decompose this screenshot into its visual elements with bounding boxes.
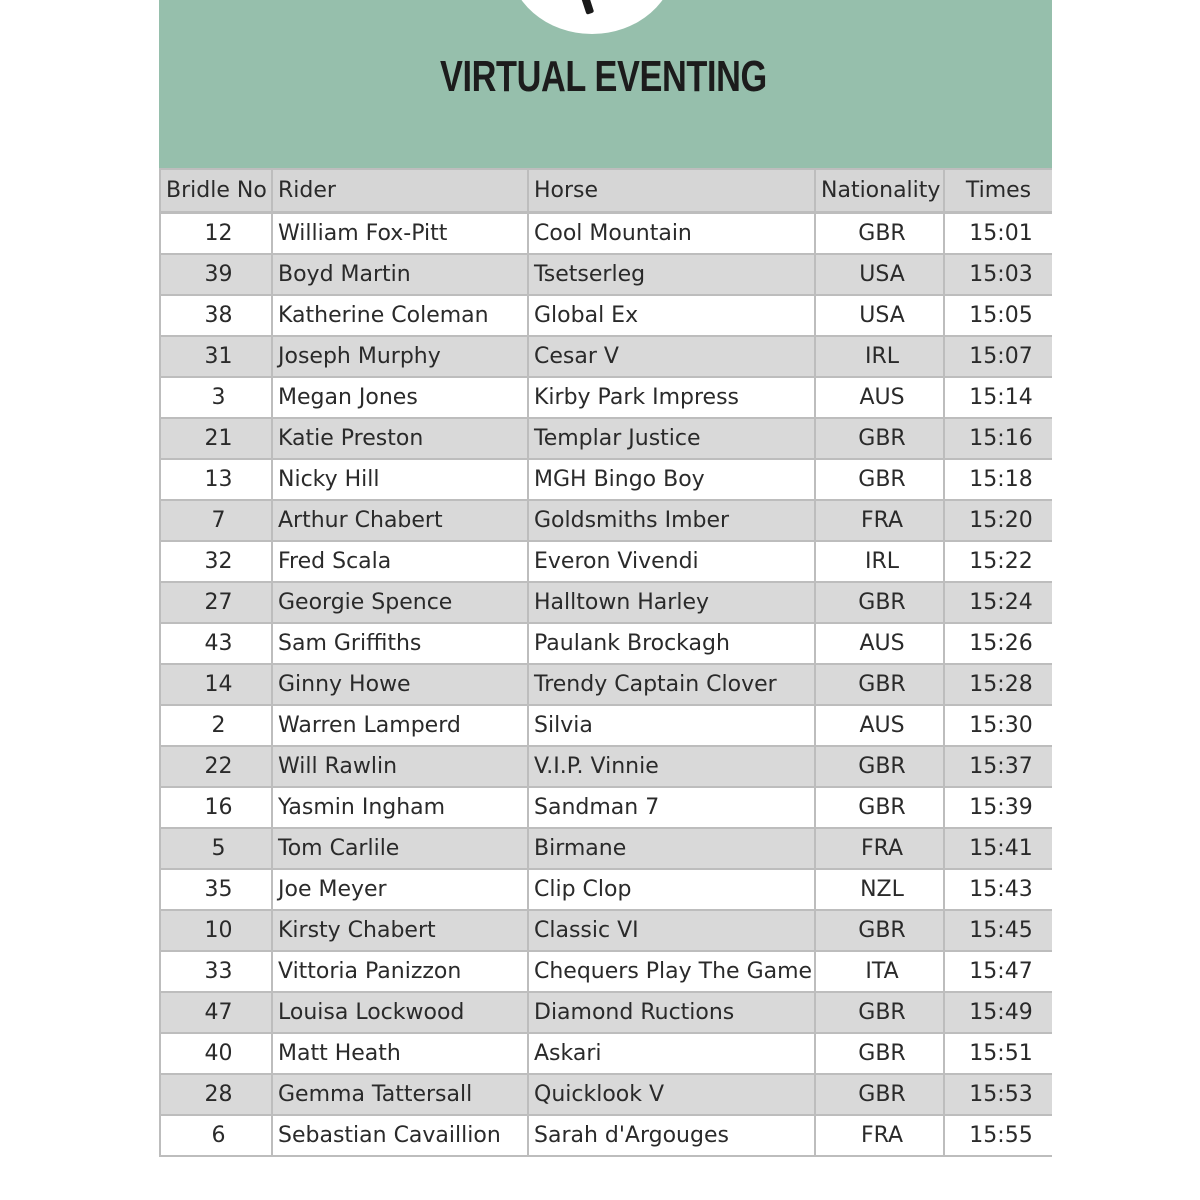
cell-horse: Paulank Brockagh (528, 623, 815, 664)
cell-nationality: GBR (815, 418, 944, 459)
cell-bridle-no: 38 (160, 295, 272, 336)
cell-rider: Matt Heath (272, 1033, 528, 1074)
table-row (160, 500, 1052, 541)
cell-bridle-no: 40 (160, 1033, 272, 1074)
cell-nationality: GBR (815, 992, 944, 1033)
cell-nationality: FRA (815, 1115, 944, 1156)
cell-bridle-no: 21 (160, 418, 272, 459)
cell-time: 15:37 (944, 746, 1052, 787)
table-row (160, 336, 1052, 377)
cell-time: 15:07 (944, 336, 1052, 377)
cell-nationality: GBR (815, 1074, 944, 1115)
table-row (160, 582, 1052, 623)
cell-time: 15:45 (944, 910, 1052, 951)
cell-horse: Classic VI (528, 910, 815, 951)
cell-time: 15:26 (944, 623, 1052, 664)
cell-bridle-no: 16 (160, 787, 272, 828)
cell-horse: Halltown Harley (528, 582, 815, 623)
table-row (160, 1074, 1052, 1115)
cell-bridle-no: 33 (160, 951, 272, 992)
table-row (160, 295, 1052, 336)
cell-nationality: USA (815, 295, 944, 336)
cell-horse: Silvia (528, 705, 815, 746)
cell-rider: Katherine Coleman (272, 295, 528, 336)
cell-bridle-no: 2 (160, 705, 272, 746)
cell-time: 15:18 (944, 459, 1052, 500)
cell-rider: Sebastian Cavaillion (272, 1115, 528, 1156)
cell-bridle-no: 22 (160, 746, 272, 787)
cell-rider: Katie Preston (272, 418, 528, 459)
table-row (160, 459, 1052, 500)
cell-bridle-no: 10 (160, 910, 272, 951)
cell-horse: Tsetserleg (528, 254, 815, 295)
cell-rider: Vittoria Panizzon (272, 951, 528, 992)
cell-time: 15:20 (944, 500, 1052, 541)
cell-horse: Everon Vivendi (528, 541, 815, 582)
cell-bridle-no: 27 (160, 582, 272, 623)
cell-horse: Global Ex (528, 295, 815, 336)
cell-time: 15:30 (944, 705, 1052, 746)
cell-time: 15:47 (944, 951, 1052, 992)
cell-nationality: AUS (815, 705, 944, 746)
cell-nationality: NZL (815, 869, 944, 910)
cell-time: 15:51 (944, 1033, 1052, 1074)
table-row (160, 541, 1052, 582)
table-row (160, 254, 1052, 295)
cell-horse: Goldsmiths Imber (528, 500, 815, 541)
cell-nationality: GBR (815, 746, 944, 787)
cell-horse: Cesar V (528, 336, 815, 377)
cell-nationality: FRA (815, 500, 944, 541)
cell-bridle-no: 3 (160, 377, 272, 418)
cell-bridle-no: 43 (160, 623, 272, 664)
table-row (160, 910, 1052, 951)
cell-rider: Georgie Spence (272, 582, 528, 623)
cell-horse: Sarah d'Argouges (528, 1115, 815, 1156)
cell-rider: Yasmin Ingham (272, 787, 528, 828)
cell-rider: Megan Jones (272, 377, 528, 418)
cell-bridle-no: 12 (160, 213, 272, 255)
cell-horse: Trendy Captain Clover (528, 664, 815, 705)
start-list-sheet (159, 0, 1052, 1200)
cell-horse: Diamond Ructions (528, 992, 815, 1033)
cell-horse: Kirby Park Impress (528, 377, 815, 418)
table-row (160, 828, 1052, 869)
cell-nationality: GBR (815, 1033, 944, 1074)
table-row (160, 787, 1052, 828)
table-row (160, 623, 1052, 664)
cell-bridle-no: 31 (160, 336, 272, 377)
cell-time: 15:05 (944, 295, 1052, 336)
cell-time: 15:22 (944, 541, 1052, 582)
cell-nationality: GBR (815, 910, 944, 951)
cell-horse: Quicklook V (528, 1074, 815, 1115)
cell-bridle-no: 6 (160, 1115, 272, 1156)
table-row (160, 213, 1052, 255)
cell-horse: Birmane (528, 828, 815, 869)
cell-bridle-no: 5 (160, 828, 272, 869)
cell-nationality: USA (815, 254, 944, 295)
header-bridle-no: Bridle No (160, 169, 272, 213)
cell-horse: Chequers Play The Game (528, 951, 815, 992)
cell-time: 15:24 (944, 582, 1052, 623)
cell-rider: Boyd Martin (272, 254, 528, 295)
cell-bridle-no: 39 (160, 254, 272, 295)
cell-rider: Joseph Murphy (272, 336, 528, 377)
cell-rider: Fred Scala (272, 541, 528, 582)
cell-nationality: IRL (815, 541, 944, 582)
table-row (160, 746, 1052, 787)
cell-rider: Gemma Tattersall (272, 1074, 528, 1115)
cell-rider: Sam Griffiths (272, 623, 528, 664)
table-row (160, 951, 1052, 992)
cell-time: 15:53 (944, 1074, 1052, 1115)
cell-time: 15:41 (944, 828, 1052, 869)
table-row (160, 1115, 1052, 1156)
table-row (160, 377, 1052, 418)
cell-nationality: GBR (815, 582, 944, 623)
cell-rider: Tom Carlile (272, 828, 528, 869)
page-title: VIRTUAL EVENTING (439, 52, 767, 101)
table-row (160, 664, 1052, 705)
cell-time: 15:28 (944, 664, 1052, 705)
cell-nationality: AUS (815, 377, 944, 418)
cell-time: 15:39 (944, 787, 1052, 828)
cell-nationality: AUS (815, 623, 944, 664)
cell-nationality: GBR (815, 213, 944, 255)
header-banner (159, 0, 1052, 168)
table-header-row (160, 169, 1052, 213)
cell-time: 15:01 (944, 213, 1052, 255)
header-rider: Rider (272, 169, 528, 213)
cell-rider: Arthur Chabert (272, 500, 528, 541)
cell-horse: MGH Bingo Boy (528, 459, 815, 500)
cell-horse: V.I.P. Vinnie (528, 746, 815, 787)
cell-rider: Joe Meyer (272, 869, 528, 910)
cell-nationality: FRA (815, 828, 944, 869)
cell-bridle-no: 7 (160, 500, 272, 541)
cell-horse: Askari (528, 1033, 815, 1074)
cell-time: 15:43 (944, 869, 1052, 910)
table-row (160, 992, 1052, 1033)
cell-nationality: GBR (815, 664, 944, 705)
cell-bridle-no: 47 (160, 992, 272, 1033)
table-row (160, 869, 1052, 910)
cell-bridle-no: 14 (160, 664, 272, 705)
cell-rider: Nicky Hill (272, 459, 528, 500)
cell-horse: Clip Clop (528, 869, 815, 910)
cell-horse: Sandman 7 (528, 787, 815, 828)
cell-rider: Will Rawlin (272, 746, 528, 787)
table-row (160, 705, 1052, 746)
cell-nationality: IRL (815, 336, 944, 377)
header-times: Times (944, 169, 1052, 213)
cell-horse: Templar Justice (528, 418, 815, 459)
cell-bridle-no: 13 (160, 459, 272, 500)
header-nationality: Nationality (815, 169, 944, 213)
table-row (160, 418, 1052, 459)
cell-bridle-no: 35 (160, 869, 272, 910)
cell-time: 15:49 (944, 992, 1052, 1033)
cell-rider: Warren Lamperd (272, 705, 528, 746)
cell-bridle-no: 28 (160, 1074, 272, 1115)
cell-horse: Cool Mountain (528, 213, 815, 255)
cell-rider: William Fox-Pitt (272, 213, 528, 255)
cell-time: 15:03 (944, 254, 1052, 295)
cell-time: 15:16 (944, 418, 1052, 459)
cell-bridle-no: 32 (160, 541, 272, 582)
cell-rider: Ginny Howe (272, 664, 528, 705)
cell-rider: Kirsty Chabert (272, 910, 528, 951)
cell-time: 15:55 (944, 1115, 1052, 1156)
table-body (160, 213, 1052, 1157)
cell-nationality: ITA (815, 951, 944, 992)
start-times-table (159, 168, 1052, 1157)
cell-time: 15:14 (944, 377, 1052, 418)
table-row (160, 1033, 1052, 1074)
cell-rider: Louisa Lockwood (272, 992, 528, 1033)
cell-nationality: GBR (815, 459, 944, 500)
header-horse: Horse (528, 169, 815, 213)
cell-nationality: GBR (815, 787, 944, 828)
